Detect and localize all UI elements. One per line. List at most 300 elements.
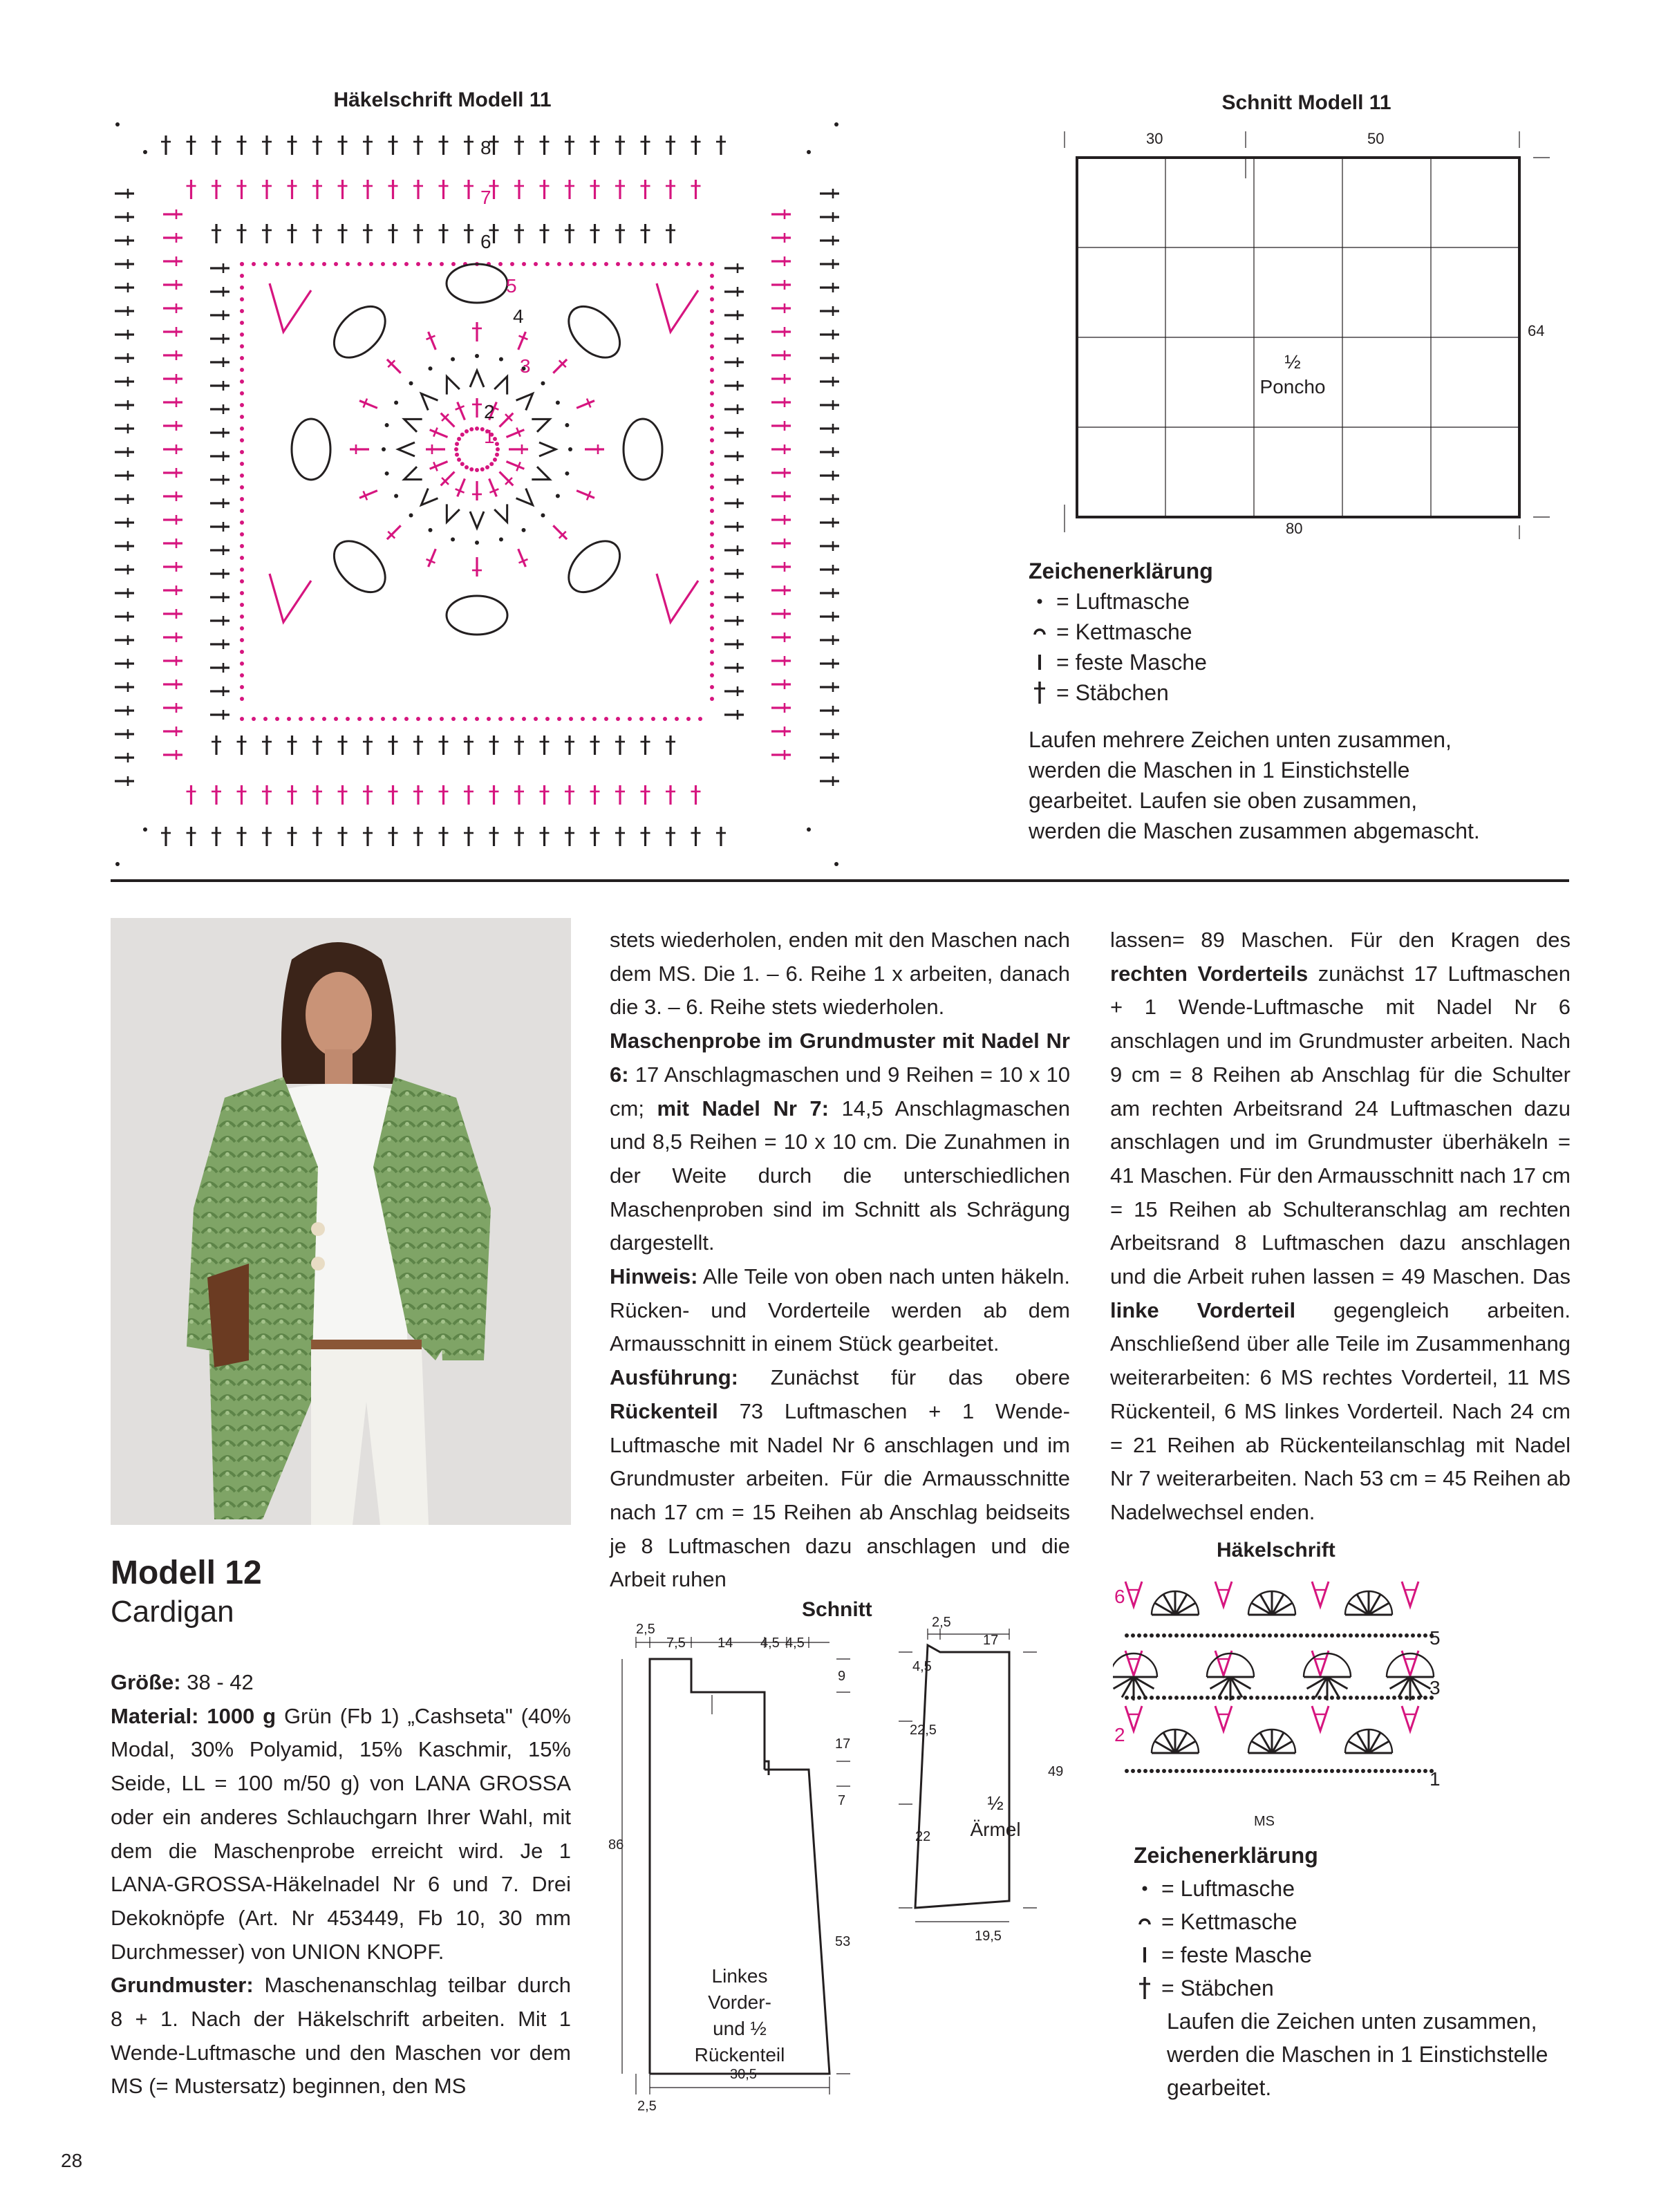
chain-dot [710, 332, 714, 337]
chain-dot [541, 382, 545, 386]
chain-dot [686, 262, 691, 266]
dc-stitch [724, 498, 744, 508]
double-crochet-icon [1029, 680, 1051, 705]
body-label-line: und ½ [713, 2018, 767, 2039]
chain-dot [240, 297, 244, 301]
dc-stitch [820, 635, 839, 645]
dc-stitch [115, 659, 134, 668]
chain-dot [1137, 1696, 1141, 1700]
dc-stitch [464, 224, 474, 243]
chain-dot [240, 415, 244, 419]
dc-stitch [338, 135, 348, 155]
schnitt11-center-line-1: ½ [1284, 351, 1301, 373]
h12-row-label-1: 1 [1430, 1768, 1441, 1790]
schnitt11-dim-top-left: 30 [1146, 130, 1163, 147]
chain-dot [1380, 1633, 1384, 1638]
dc-stitch [210, 569, 229, 579]
chain-dot [1361, 1769, 1365, 1773]
legend-11-note-line: Laufen mehrere Zeichen unten zusammen, [1029, 727, 1452, 752]
chain-dot [1162, 1633, 1166, 1638]
dc-stitch [489, 785, 499, 805]
dc-stitch [550, 356, 570, 377]
dc-stitch [163, 256, 182, 266]
chain-dot [510, 717, 514, 721]
chain-dot [404, 717, 409, 721]
legend-11-note [1029, 724, 1480, 846]
dc-stitch [161, 135, 171, 155]
dc-stitch [615, 735, 625, 755]
dc-stitch [210, 428, 229, 438]
dc-stitch [163, 421, 182, 431]
dc-stitch [115, 753, 134, 762]
dc-stitch [666, 827, 675, 846]
dc-stitch [505, 425, 526, 442]
chain-dot [1187, 1696, 1191, 1700]
dc-stitch [771, 679, 791, 689]
round-label-7: 7 [480, 187, 491, 208]
chain-dot [1237, 1769, 1241, 1773]
chain-dot [385, 471, 389, 476]
chain-dot [710, 368, 714, 372]
dc-stitch [820, 565, 839, 574]
dc-stem [518, 332, 526, 350]
v-stitch [1125, 1582, 1142, 1606]
dc-stitch [312, 785, 322, 805]
shell-fan [1304, 1653, 1351, 1700]
chain-dot [357, 262, 362, 266]
chain-dot [263, 717, 268, 721]
chain-dot [1249, 1696, 1253, 1700]
chain-dot [1336, 1696, 1340, 1700]
dc-stitch [163, 491, 182, 501]
chain-dot [499, 537, 503, 541]
text-segment: Alle Teile von oben nach unten häkeln. Rücken- und Vorderteile werden ab dem Armausschnitt in einem Stück gearbeitet. [610, 1264, 1070, 1356]
schnitt12-dim-top-d: 4,5 [760, 1635, 780, 1651]
dc-stitch [210, 686, 229, 696]
chain-dot [1137, 1633, 1141, 1638]
schnitt11-dim-right: 64 [1528, 322, 1545, 339]
chain-dot [1255, 1696, 1259, 1700]
dc-stitch [691, 827, 701, 846]
dc-stitch [472, 398, 482, 418]
chain-dot [240, 356, 244, 360]
chain-dot [457, 437, 461, 441]
dc-stitch [820, 518, 839, 527]
dc-stitch [187, 135, 196, 155]
dc-stitch [212, 735, 221, 755]
dc-stitch [428, 457, 449, 474]
text-segment: stets wiederholen, enden mit den Maschen nach dem MS. Die 1. – 6. Reihe 1 x arbeiten, danach die 3. – 6. Reihe stets wiederholen. [610, 928, 1070, 1020]
chain-dot [240, 638, 244, 642]
dc-stitch [724, 569, 744, 579]
dc-stitch [464, 180, 474, 199]
schnitt12-dim-left: 86 [608, 1837, 624, 1853]
dc-stitch [163, 538, 182, 548]
chain-dot [710, 497, 714, 501]
dc-stitch [363, 827, 373, 846]
chain-dot-icon [1134, 1884, 1156, 1893]
dc-stitch [288, 135, 297, 155]
sleeve-label-line: ½ [987, 1792, 1004, 1814]
dc-stitch [453, 477, 469, 498]
chain-dot [485, 465, 489, 469]
dc-stitch [641, 180, 650, 199]
dc-stitch [771, 280, 791, 290]
chain-dot [457, 458, 461, 462]
chain-dot [1423, 1633, 1427, 1638]
dc-stitch [438, 469, 458, 489]
dc-stitch [163, 585, 182, 595]
legend-11-note-line: werden die Maschen zusammen abgemascht. [1029, 818, 1480, 843]
dc-stitch [820, 706, 839, 715]
dc-stitch [820, 424, 839, 433]
h12-ms-label: MS [1254, 1814, 1275, 1829]
chain-dot [1380, 1696, 1384, 1700]
chain-dot [1374, 1696, 1378, 1700]
dc-stitch [666, 135, 675, 155]
dc-stitch [820, 494, 839, 504]
chain-dot [1262, 1769, 1266, 1773]
model-subtitle: Cardigan [111, 1595, 234, 1629]
chain-dot [807, 827, 811, 832]
dc-stitch [585, 444, 604, 454]
legend-11-item [1029, 677, 1213, 708]
text-column-1 [111, 1666, 571, 2103]
chain-dot [499, 357, 503, 362]
chain-dot [1181, 1633, 1185, 1638]
chain-dot [710, 356, 714, 360]
h12-row-label-5: 5 [1430, 1627, 1441, 1649]
legend-11-item [1029, 617, 1213, 647]
chain-dot [710, 568, 714, 572]
dc-stitch [771, 538, 791, 548]
dc-stitch [350, 444, 369, 454]
chain-dot [1199, 1769, 1203, 1773]
dc-stitch [115, 353, 134, 363]
chain-dot [1156, 1769, 1160, 1773]
chain-dot [495, 442, 499, 446]
chain-dot [429, 528, 433, 532]
dc-stitch [262, 827, 272, 846]
chain-dot [1380, 1769, 1384, 1773]
chain-dot [1349, 1696, 1353, 1700]
chain-dot [1174, 1696, 1179, 1700]
chain-dot [1125, 1633, 1129, 1638]
sleeve-dim-left-2: 22,5 [910, 1723, 937, 1738]
dc-stitch [550, 522, 570, 543]
chain-dot [581, 717, 585, 721]
chain-dot-icon [1029, 597, 1051, 606]
dc-stitch [771, 374, 791, 384]
chain-dot [455, 453, 459, 457]
dc-stitch [666, 224, 675, 243]
dc-stitch [426, 444, 445, 454]
chain-dot [310, 262, 315, 266]
chain-dot [240, 368, 244, 372]
dc-stitch [771, 350, 791, 360]
chain-dot [1286, 1696, 1291, 1700]
chain-dot [1206, 1696, 1210, 1700]
chain-dot [240, 650, 244, 654]
chain-dot [240, 662, 244, 666]
model-title: Modell 12 [111, 1555, 262, 1591]
dc-stitch [210, 404, 229, 414]
chain-dot [710, 591, 714, 595]
round-label-2: 2 [484, 401, 495, 422]
chain-dot [498, 262, 503, 266]
chain-dot [557, 717, 561, 721]
text-bold-segment: Ausführung: [610, 1365, 738, 1390]
dc-stitch [771, 209, 791, 219]
dc-stem [359, 401, 377, 409]
dc-stitch [163, 374, 182, 384]
sc-pair [440, 374, 460, 395]
dc-stitch [210, 451, 229, 461]
chain-dot [240, 521, 244, 525]
chain-dot [710, 603, 714, 607]
schnitt12-dim-top-c: 14 [718, 1635, 733, 1651]
legend-12-label: = Kettmasche [1161, 1909, 1297, 1934]
dc-stitch [820, 259, 839, 269]
dc-stitch [388, 224, 398, 243]
dc-stitch [210, 592, 229, 602]
chain-dot [616, 262, 620, 266]
legend-11-title: Zeichenerklärung [1029, 559, 1213, 583]
dc-stem [577, 401, 594, 409]
dc-stitch [115, 306, 134, 316]
chain-dot [1143, 1769, 1147, 1773]
chain-dot [592, 717, 597, 721]
dc-stitch [163, 327, 182, 337]
dc-stitch [312, 135, 322, 155]
dc-stitch [724, 475, 744, 485]
dc-stitch [590, 735, 600, 755]
dc-stitch [565, 827, 574, 846]
dc-stitch [565, 224, 574, 243]
sleeve-label-line: Ärmel [970, 1819, 1021, 1840]
chain-dot [428, 717, 432, 721]
chain-dot [592, 262, 597, 266]
chain-dot [565, 423, 569, 427]
chain-dot [263, 262, 268, 266]
dc-stitch [115, 494, 134, 504]
chain-dot [1293, 1769, 1297, 1773]
chain-dot [475, 717, 479, 721]
petal-arc [447, 596, 507, 635]
haekel-12-title: Häkelschrift [1217, 1539, 1335, 1562]
chain-dot [1361, 1633, 1365, 1638]
v-stitch [1215, 1706, 1232, 1731]
chain-dot [240, 285, 244, 290]
chain-dot [1411, 1633, 1415, 1638]
chain-dot [1162, 1769, 1166, 1773]
dc-stitch [212, 135, 221, 155]
chain-dot [1224, 1633, 1228, 1638]
chain-dot [240, 603, 244, 607]
chain-dot [1305, 1633, 1309, 1638]
chain-dot [1355, 1696, 1359, 1700]
dc-stitch [716, 135, 726, 155]
dc-stitch [489, 827, 499, 846]
dc-stitch [771, 444, 791, 454]
chain-dot [545, 262, 550, 266]
chain-dot [1398, 1696, 1403, 1700]
chain-dot [1423, 1769, 1427, 1773]
chain-dot [1212, 1769, 1216, 1773]
chain-dot [1255, 1633, 1259, 1638]
chain-dot [1299, 1633, 1303, 1638]
chain-dot [451, 537, 455, 541]
text-segment: Zunächst für das obere [738, 1365, 1070, 1390]
dc-stitch [574, 486, 596, 503]
dc-stitch [820, 306, 839, 316]
dc-stem [430, 462, 448, 469]
chain-dot [663, 717, 667, 721]
dc-stitch [115, 377, 134, 386]
chain-dot [1330, 1633, 1334, 1638]
dc-stitch [691, 785, 701, 805]
dc-stitch [115, 400, 134, 410]
dc-stitch [771, 233, 791, 243]
schnitt12-dim-right-3: 7 [838, 1793, 846, 1808]
single-crochet-icon [1029, 653, 1051, 671]
chain-dot [240, 685, 244, 689]
dc-stitch [363, 735, 373, 755]
shell-fan [1152, 1730, 1199, 1753]
text-column-3 [1110, 924, 1571, 1530]
chain-dot [416, 717, 420, 721]
chain-dot [381, 262, 385, 266]
legend-12 [1134, 1839, 1318, 2005]
chain-dot [451, 262, 456, 266]
legend-12-label: = Stäbchen [1161, 1976, 1274, 2000]
dc-stitch [540, 180, 550, 199]
dc-stitch [115, 541, 134, 551]
chain-dot [1367, 1696, 1371, 1700]
dc-stitch [514, 180, 524, 199]
slip-stitch-icon [1029, 625, 1051, 639]
chain-dot [710, 544, 714, 548]
text-bold-segment: rechten Vorderteils [1110, 961, 1309, 986]
text-bold-segment: Material: 1000 g [111, 1703, 276, 1728]
shell-fan [1345, 1730, 1392, 1753]
dc-stitch [384, 356, 404, 377]
text-segment: lassen= 89 Maschen. Für den Kragen des [1110, 928, 1571, 952]
chain-dot [1398, 1769, 1403, 1773]
round-label-5: 5 [506, 275, 517, 297]
chain-dot [440, 262, 444, 266]
legend-12-label: = Luftmasche [1161, 1876, 1295, 1901]
chain-dot [569, 262, 573, 266]
dc-stitch [771, 727, 791, 736]
crochet-chart-12 [1113, 1566, 1472, 1774]
chain-dot [1150, 1769, 1154, 1773]
dc-stitch [163, 209, 182, 219]
chain-dot [240, 403, 244, 407]
sleeve-dim-top-b: 17 [983, 1633, 999, 1648]
dc-stitch [424, 330, 440, 351]
dc-stitch [210, 334, 229, 344]
dc-stitch [163, 280, 182, 290]
schnitt11-center-line-2: Poncho [1259, 376, 1326, 397]
dc-stitch [187, 180, 196, 199]
chain-dot [463, 717, 467, 721]
chain-dot [393, 717, 397, 721]
sleeve-label [954, 1790, 1037, 1843]
chain-dot [1286, 1633, 1291, 1638]
chain-dot [1243, 1633, 1247, 1638]
chain-dot [1299, 1769, 1303, 1773]
chain-dot [240, 344, 244, 348]
chain-dot [1262, 1696, 1266, 1700]
dc-stitch [237, 735, 247, 755]
dc-stitch [115, 283, 134, 292]
dc-stitch [771, 703, 791, 713]
legend-11-label: = Kettmasche [1056, 619, 1192, 644]
dc-stitch [820, 447, 839, 457]
dc-stitch [115, 776, 134, 786]
dc-stem [506, 430, 524, 438]
chain-dot [1349, 1769, 1353, 1773]
chain-dot [1212, 1696, 1216, 1700]
legend-12-note [1167, 2005, 1548, 2104]
dc-stitch [453, 400, 469, 422]
chain-dot [1187, 1633, 1191, 1638]
chain-dot [1398, 1633, 1403, 1638]
dc-stitch [771, 562, 791, 572]
chain-dot [240, 544, 244, 548]
dc-stitch [615, 785, 625, 805]
chain-dot [334, 717, 338, 721]
dc-stitch [115, 424, 134, 433]
chain-dot [143, 827, 147, 832]
shell-fan [1248, 1730, 1295, 1753]
dc-stitch [565, 785, 574, 805]
chain-dot [475, 354, 479, 358]
dc-stitch [357, 486, 379, 503]
dc-stitch [363, 135, 373, 155]
dc-stitch [210, 310, 229, 320]
chain-dot [698, 262, 702, 266]
dc-stitch [439, 180, 449, 199]
chain-dot [675, 717, 679, 721]
dc-stitch [724, 451, 744, 461]
legend-11-label: = Luftmasche [1056, 589, 1190, 614]
dc-stitch [724, 663, 744, 673]
chain-dot [143, 150, 147, 154]
text-bold-segment: Maschenprobe im Grundmuster mit Nadel Nr 6: [610, 1029, 1070, 1087]
chain-dot [1212, 1633, 1216, 1638]
dc-stitch [312, 224, 322, 243]
dc-stitch [565, 180, 574, 199]
chain-dot [1405, 1633, 1409, 1638]
dc-stitch [115, 189, 134, 198]
schnitt11-dim-bottom: 80 [1286, 520, 1303, 537]
dc-stitch [163, 750, 182, 760]
text-segment: Maschenanschlag teilbar durch 8 + 1. Nach der Häkelschrift arbeiten. Mit 1 Wende-Luftmasche und den Maschen vor dem MS (= Mustersatz) beginnen, den MS [111, 1973, 571, 2099]
chain-dot [1286, 1769, 1291, 1773]
chain-dot [1311, 1769, 1315, 1773]
chain-dot [710, 427, 714, 431]
chain-dot [1150, 1633, 1154, 1638]
chain-dot [1367, 1769, 1371, 1773]
dc-stitch [771, 609, 791, 619]
dc-stitch [438, 410, 458, 431]
h12-row-label-2: 2 [1114, 1724, 1125, 1745]
chain-dot [1187, 1769, 1191, 1773]
chain-dot [475, 427, 479, 431]
schnitt-11-title: Schnitt Modell 11 [1221, 91, 1391, 114]
